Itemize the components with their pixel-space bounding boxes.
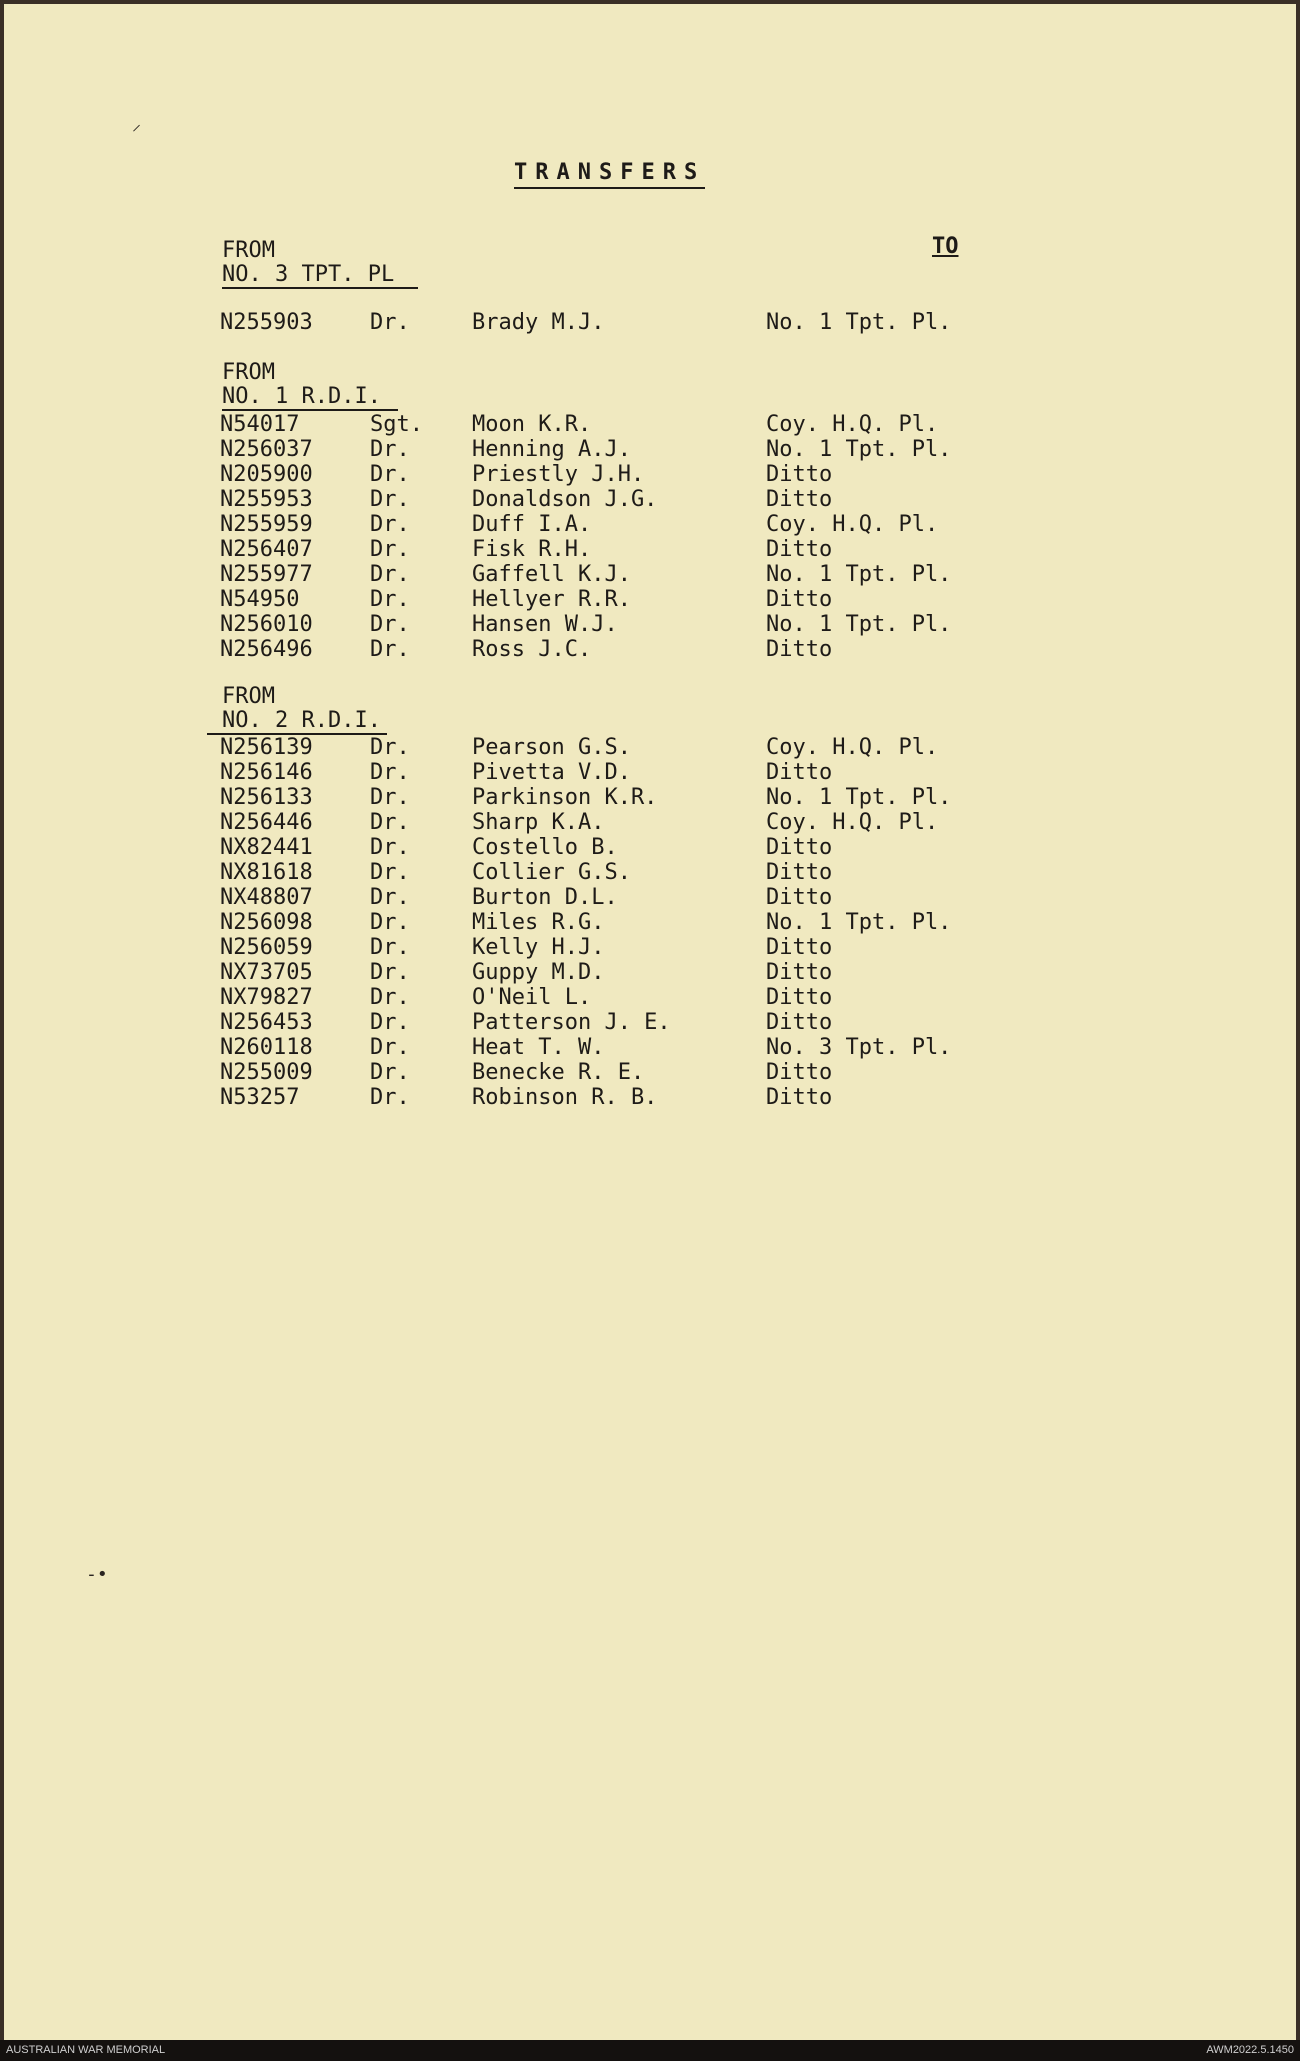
- transfer-row: [4, 562, 1296, 587]
- archive-footer: [0, 2040, 1300, 2061]
- transfer-row: [4, 487, 1296, 512]
- transfer-row: [4, 985, 1296, 1010]
- transfer-row: [4, 935, 1296, 960]
- archive-reference: AWM2022.5.1450: [1206, 2044, 1294, 2056]
- service-number: N256139: [220, 735, 313, 760]
- unit-underline: [222, 287, 418, 289]
- rank: Dr.: [370, 537, 410, 562]
- service-number: N256037: [220, 437, 313, 462]
- rank: Dr.: [370, 735, 410, 760]
- soldier-name: Guppy M.D.: [472, 960, 605, 985]
- from-unit: NO. 1 R.D.I.: [222, 384, 381, 409]
- transfer-row: [4, 637, 1296, 662]
- rank: Sgt.: [370, 412, 423, 437]
- soldier-name: Fisk R.H.: [472, 537, 592, 562]
- service-number: N256453: [220, 1010, 313, 1035]
- service-number: NX79827: [220, 985, 313, 1010]
- service-number: N255977: [220, 562, 313, 587]
- destination-unit: No. 1 Tpt. Pl.: [766, 437, 952, 462]
- destination-unit: Coy. H.Q. Pl.: [766, 412, 939, 437]
- destination-unit: No. 1 Tpt. Pl.: [766, 612, 952, 637]
- service-number: N256098: [220, 910, 313, 935]
- transfer-row: [4, 462, 1296, 487]
- rank: Dr.: [370, 1085, 410, 1110]
- soldier-name: Hellyer R.R.: [472, 587, 631, 612]
- rank: Dr.: [370, 487, 410, 512]
- destination-unit: Ditto: [766, 860, 833, 885]
- rank: Dr.: [370, 1060, 410, 1085]
- transfer-row: [4, 1035, 1296, 1060]
- service-number: N256446: [220, 810, 313, 835]
- transfer-row: [4, 437, 1296, 462]
- transfer-row: [4, 612, 1296, 637]
- service-number: N256059: [220, 935, 313, 960]
- rank: Dr.: [370, 935, 410, 960]
- transfer-row: [4, 960, 1296, 985]
- destination-unit: Ditto: [766, 1010, 833, 1035]
- service-number: N256133: [220, 785, 313, 810]
- transfer-row: [4, 1060, 1296, 1085]
- destination-unit: No. 1 Tpt. Pl.: [766, 785, 952, 810]
- rank: Dr.: [370, 512, 410, 537]
- destination-unit: Ditto: [766, 1085, 833, 1110]
- service-number: N255903: [220, 310, 313, 335]
- rank: Dr.: [370, 785, 410, 810]
- rank: Dr.: [370, 1035, 410, 1060]
- destination-unit: Ditto: [766, 487, 833, 512]
- rank: Dr.: [370, 760, 410, 785]
- punch-hole-mark: -•: [86, 1564, 108, 1585]
- soldier-name: Patterson J. E.: [472, 1010, 671, 1035]
- rank: Dr.: [370, 437, 410, 462]
- soldier-name: Duff I.A.: [472, 512, 592, 537]
- service-number: N256010: [220, 612, 313, 637]
- archive-name: AUSTRALIAN WAR MEMORIAL: [6, 2044, 166, 2056]
- destination-unit: Ditto: [766, 760, 833, 785]
- soldier-name: Miles R.G.: [472, 910, 605, 935]
- from-label: FROM: [222, 360, 275, 385]
- destination-unit: Ditto: [766, 462, 833, 487]
- rank: Dr.: [370, 910, 410, 935]
- rank: Dr.: [370, 885, 410, 910]
- transfer-row: [4, 412, 1296, 437]
- page-title: TRANSFERS: [514, 160, 705, 189]
- service-number: N255959: [220, 512, 313, 537]
- service-number: N53257: [220, 1085, 300, 1110]
- rank: Dr.: [370, 835, 410, 860]
- transfer-row: [4, 1010, 1296, 1035]
- service-number: N54950: [220, 587, 300, 612]
- document-page: [4, 4, 1296, 2040]
- from-label: FROM: [222, 684, 275, 709]
- destination-unit: No. 1 Tpt. Pl.: [766, 910, 952, 935]
- transfer-row: [4, 885, 1296, 910]
- soldier-name: Kelly H.J.: [472, 935, 605, 960]
- soldier-name: Hansen W.J.: [472, 612, 618, 637]
- service-number: N255953: [220, 487, 313, 512]
- from-unit: NO. 2 R.D.I.: [222, 708, 381, 733]
- destination-unit: Coy. H.Q. Pl.: [766, 735, 939, 760]
- service-number: N256146: [220, 760, 313, 785]
- rank: Dr.: [370, 462, 410, 487]
- service-number: NX48807: [220, 885, 313, 910]
- destination-unit: Ditto: [766, 637, 833, 662]
- soldier-name: Ross J.C.: [472, 637, 592, 662]
- from-label: FROM: [222, 238, 275, 263]
- transfer-row: [4, 512, 1296, 537]
- destination-unit: Ditto: [766, 885, 833, 910]
- rank: Dr.: [370, 860, 410, 885]
- soldier-name: Pivetta V.D.: [472, 760, 631, 785]
- transfer-row: [4, 537, 1296, 562]
- destination-unit: No. 1 Tpt. Pl.: [766, 562, 952, 587]
- soldier-name: Burton D.L.: [472, 885, 618, 910]
- pencil-mark: ⸝: [132, 114, 141, 135]
- soldier-name: Priestly J.H.: [472, 462, 645, 487]
- service-number: NX73705: [220, 960, 313, 985]
- rank: Dr.: [370, 810, 410, 835]
- destination-unit: Ditto: [766, 960, 833, 985]
- destination-unit: Ditto: [766, 1060, 833, 1085]
- service-number: N256496: [220, 637, 313, 662]
- unit-underline: [222, 409, 398, 411]
- rank: Dr.: [370, 587, 410, 612]
- soldier-name: Henning A.J.: [472, 437, 631, 462]
- transfer-row: [4, 860, 1296, 885]
- soldier-name: Sharp K.A.: [472, 810, 605, 835]
- transfer-row: [4, 1085, 1296, 1110]
- rank: Dr.: [370, 310, 410, 335]
- rank: Dr.: [370, 637, 410, 662]
- transfer-row: [4, 735, 1296, 760]
- destination-unit: Ditto: [766, 985, 833, 1010]
- soldier-name: Costello B.: [472, 835, 618, 860]
- destination-unit: Ditto: [766, 587, 833, 612]
- rank: Dr.: [370, 562, 410, 587]
- soldier-name: Heat T. W.: [472, 1035, 605, 1060]
- soldier-name: Parkinson K.R.: [472, 785, 658, 810]
- soldier-name: O'Neil L.: [472, 985, 592, 1010]
- destination-unit: No. 3 Tpt. Pl.: [766, 1035, 952, 1060]
- destination-unit: Ditto: [766, 935, 833, 960]
- soldier-name: Gaffell K.J.: [472, 562, 631, 587]
- rank: Dr.: [370, 612, 410, 637]
- rank: Dr.: [370, 1010, 410, 1035]
- service-number: N54017: [220, 412, 300, 437]
- soldier-name: Pearson G.S.: [472, 735, 631, 760]
- service-number: N256407: [220, 537, 313, 562]
- transfer-row: [4, 587, 1296, 612]
- transfer-row: [4, 810, 1296, 835]
- soldier-name: Collier G.S.: [472, 860, 631, 885]
- service-number: NX81618: [220, 860, 313, 885]
- transfer-row: [4, 835, 1296, 860]
- rank: Dr.: [370, 960, 410, 985]
- destination-unit: Ditto: [766, 537, 833, 562]
- destination-unit: No. 1 Tpt. Pl.: [766, 310, 952, 335]
- destination-unit: Ditto: [766, 835, 833, 860]
- soldier-name: Robinson R. B.: [472, 1085, 658, 1110]
- service-number: N205900: [220, 462, 313, 487]
- transfer-row: [4, 760, 1296, 785]
- soldier-name: Donaldson J.G.: [472, 487, 658, 512]
- soldier-name: Benecke R. E.: [472, 1060, 645, 1085]
- destination-unit: Coy. H.Q. Pl.: [766, 810, 939, 835]
- destination-unit: Coy. H.Q. Pl.: [766, 512, 939, 537]
- service-number: N260118: [220, 1035, 313, 1060]
- to-heading: TO: [932, 234, 959, 259]
- transfer-row: [4, 310, 1296, 335]
- transfer-row: [4, 785, 1296, 810]
- transfer-row: [4, 910, 1296, 935]
- service-number: N255009: [220, 1060, 313, 1085]
- soldier-name: Brady M.J.: [472, 310, 605, 335]
- rank: Dr.: [370, 985, 410, 1010]
- soldier-name: Moon K.R.: [472, 412, 592, 437]
- from-unit: NO. 3 TPT. PL: [222, 262, 395, 287]
- service-number: NX82441: [220, 835, 313, 860]
